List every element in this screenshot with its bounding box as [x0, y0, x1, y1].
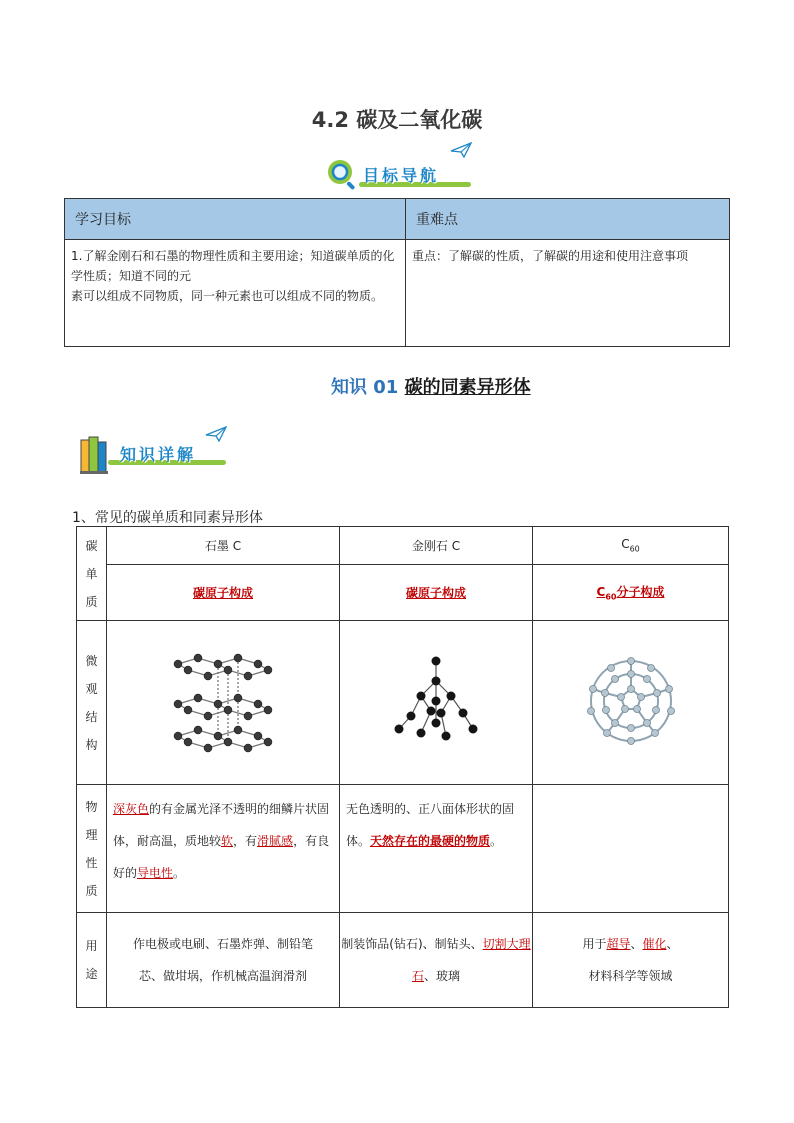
text-run: 、玻璃	[424, 969, 461, 983]
text-run: ，有	[233, 834, 258, 848]
structure-diamond	[340, 621, 533, 785]
row-label-usage	[77, 913, 107, 1008]
hl-soft: 软	[221, 834, 234, 848]
composition-graphite	[107, 565, 340, 621]
row-label-char: 理	[85, 827, 98, 842]
c60-base: C	[596, 585, 606, 600]
hl-catalysis: 催化	[642, 937, 667, 951]
hl-conductive: 导电性	[137, 866, 174, 880]
hl-dark-grey: 深灰色	[113, 802, 150, 816]
hl-superconduct: 超导	[606, 937, 631, 951]
hl-hardest: 天然存在的最硬的物质	[370, 834, 491, 848]
row-label-char: 性	[85, 855, 98, 870]
text-run: 、	[666, 937, 679, 951]
structure-c60	[533, 621, 729, 785]
c60-subscript: 60	[605, 592, 617, 602]
row-label-char: 构	[85, 737, 98, 752]
usage-graphite-line-1: 作电极或电刷、石墨炸弹、制铅笔	[132, 937, 313, 951]
c60-base: C	[621, 537, 630, 552]
magnifier-icon	[325, 157, 359, 191]
books-icon	[80, 434, 110, 474]
composition-graphite-text: 碳原子构成	[192, 586, 253, 600]
text-run: 制装饰品(钻石)、制钻头、	[341, 937, 483, 951]
text-run: 。	[173, 866, 186, 880]
goals-header-objectives: 学习目标	[65, 199, 406, 240]
text-run: 无色透明的、正八面体形状的固体。	[346, 802, 515, 848]
structure-graphite	[107, 621, 340, 785]
goals-objectives-text-2: 素可以组成不同物质，同一种元素也可以组成不同的物质。	[71, 289, 384, 303]
text-run: 、	[630, 937, 643, 951]
row-label-char: 用	[85, 939, 98, 953]
hl-slippery: 滑腻感	[257, 834, 294, 848]
physical-graphite	[107, 785, 340, 913]
usage-graphite	[107, 913, 340, 1008]
row-label-char: 物	[85, 799, 98, 814]
knowledge-badge-text: 知识详解	[120, 445, 197, 464]
section-title: 碳的同素异形体	[404, 377, 531, 398]
paper-plane-icon	[205, 426, 227, 442]
text-run: 用于	[582, 937, 607, 951]
usage-diamond	[340, 913, 533, 1008]
section-number: 知识 01	[331, 377, 399, 398]
goal-badge-text: 目标导航	[363, 166, 440, 185]
allotropes-table	[76, 526, 729, 1008]
row-label-structure	[77, 621, 107, 785]
knowledge-badge	[80, 432, 240, 476]
composition-c60	[533, 565, 729, 621]
hl-cut-marble: 切割大理石	[411, 937, 531, 983]
text-run: ，有良好的	[113, 834, 330, 880]
goals-objectives-text-1: 1.了解金刚石和石墨的物理性质和主要用途；知道碳单质的化学性质；知道不同的元	[71, 249, 395, 283]
goals-table	[64, 198, 730, 347]
column-header-diamond: 金刚石 C	[340, 527, 533, 565]
goal-badge	[325, 156, 475, 192]
goals-key-points-cell: 重点：了解碳的性质，了解碳的用途和使用注意事项	[406, 240, 730, 347]
diamond-structure-image	[391, 651, 481, 751]
row-label-char: 单	[85, 566, 98, 581]
row-label-char: 途	[85, 967, 98, 981]
row-label-char: 质	[85, 883, 98, 898]
usage-c60	[533, 913, 729, 1008]
composition-diamond	[340, 565, 533, 621]
row-label-char: 观	[85, 681, 98, 696]
column-header-c60	[533, 527, 729, 565]
paper-plane-icon	[450, 142, 472, 158]
usage-graphite-line-2: 芯、做坩埚，作机械高温润滑剂	[138, 969, 307, 983]
text-run: 。	[490, 834, 503, 848]
page-title: 4.2 碳及二氧化碳	[311, 108, 483, 132]
row-label-char: 结	[85, 709, 98, 724]
goals-objectives-cell	[65, 240, 406, 347]
subtitle: 1、常见的碳单质和同素异形体	[72, 510, 263, 526]
section-heading	[331, 373, 531, 399]
text-run: 的有金属光泽不透明的细鳞片状固体，耐高温，质地较	[113, 802, 330, 848]
column-header-graphite: 石墨 C	[107, 527, 340, 565]
physical-c60	[533, 785, 729, 913]
composition-c60-text	[596, 585, 665, 602]
row-label-char: 质	[85, 594, 98, 609]
physical-diamond	[340, 785, 533, 913]
row-label-substance	[77, 527, 107, 621]
row-label-char: 微	[85, 653, 98, 668]
composition-diamond-text: 碳原子构成	[405, 586, 466, 600]
graphite-structure-image	[168, 646, 278, 756]
row-label-physical	[77, 785, 107, 913]
row-label-char: 碳	[85, 538, 98, 553]
c60-structure-image	[583, 653, 679, 749]
usage-c60-line-2: 材料科学等领域	[588, 969, 673, 983]
c60-rest: 分子构成	[616, 585, 665, 600]
c60-subscript: 60	[629, 544, 640, 554]
goals-header-key-points: 重难点	[406, 199, 730, 240]
